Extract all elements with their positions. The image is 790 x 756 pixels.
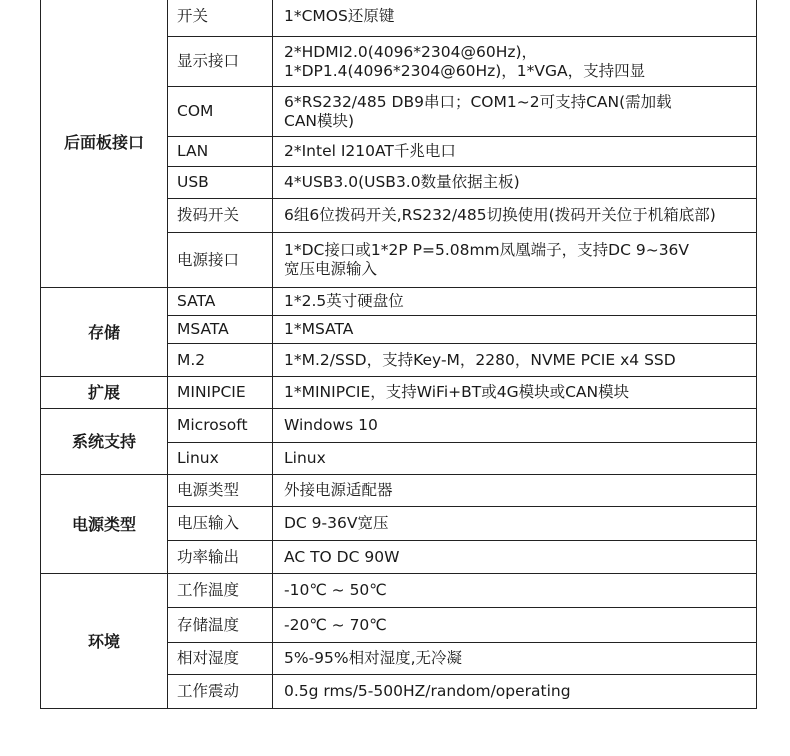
value-line: 1*CMOS还原键	[284, 7, 395, 25]
table-row	[41, 574, 757, 608]
item-value-cell	[273, 507, 757, 541]
item-label-cell: 电压输入	[168, 507, 273, 541]
value-line: 1*2.5英寸硬盘位	[284, 292, 404, 310]
item-label-cell: Linux	[168, 443, 273, 475]
category-cell: 存储	[41, 288, 168, 377]
value-line: 4*USB3.0(USB3.0数量依据主板)	[284, 173, 520, 191]
item-value-cell	[273, 541, 757, 574]
item-label-cell: MSATA	[168, 316, 273, 344]
value-line: 1*M.2/SSD，支持Key-M，2280，NVME PCIE x4 SSD	[284, 350, 676, 369]
value-line: 1*DC接口或1*2P P=5.08mm凤凰端子，支持DC 9~36V	[284, 241, 690, 259]
item-label-cell: M.2	[168, 344, 273, 377]
item-label-cell: 拨码开关	[168, 199, 273, 233]
value-line: Windows 10	[284, 416, 378, 434]
item-value-cell	[273, 344, 757, 377]
item-value-cell	[273, 475, 757, 507]
value-line: 5%-95%相对湿度,无冷凝	[284, 649, 463, 667]
item-label-cell: USB	[168, 167, 273, 199]
item-value-cell	[273, 643, 757, 675]
value-line: DC 9-36V宽压	[284, 514, 389, 532]
table-row	[41, 377, 757, 409]
item-value-cell	[273, 37, 757, 87]
item-value-cell	[273, 409, 757, 443]
value-line: 外接电源适配器	[284, 481, 393, 499]
item-value-cell	[273, 167, 757, 199]
table-row	[41, 475, 757, 507]
item-label-cell: 开关	[168, 0, 273, 37]
category-cell: 系统支持	[41, 409, 168, 475]
table-row	[41, 288, 757, 316]
category-cell: 环境	[41, 574, 168, 709]
item-label-cell: 电源接口	[168, 233, 273, 288]
item-label-cell: MINIPCIE	[168, 377, 273, 409]
item-label-cell: 存储温度	[168, 608, 273, 643]
value-line: 宽压电源输入	[284, 260, 378, 278]
item-value-cell	[273, 443, 757, 475]
value-line: CAN模块)	[284, 111, 355, 130]
value-line: -20℃ ~ 70℃	[284, 615, 387, 634]
item-label-cell: Microsoft	[168, 409, 273, 443]
value-line: 2*Intel I210AT千兆电口	[284, 142, 456, 160]
item-label-cell: 显示接口	[168, 37, 273, 87]
category-cell: 电源类型	[41, 475, 168, 574]
item-value-cell	[273, 574, 757, 608]
item-label-cell: COM	[168, 87, 273, 137]
table-row	[41, 0, 757, 37]
value-line: -10℃ ~ 50℃	[284, 581, 387, 599]
value-line: 2*HDMI2.0(4096*2304@60Hz)，	[284, 42, 538, 61]
value-line: 0.5g rms/5-500HZ/random/operating	[284, 682, 571, 700]
item-value-cell	[273, 137, 757, 167]
item-label-cell: 工作震动	[168, 675, 273, 709]
value-line: 6*RS232/485 DB9串口；COM1~2可支持CAN(需加载	[284, 92, 672, 111]
spec-table	[40, 0, 757, 709]
item-value-cell	[273, 0, 757, 37]
value-line: 1*DP1.4(4096*2304@60Hz)，1*VGA，支持四显	[284, 61, 646, 80]
item-value-cell	[273, 87, 757, 137]
table-row	[41, 409, 757, 443]
item-label-cell: 工作温度	[168, 574, 273, 608]
item-label-cell: 相对湿度	[168, 643, 273, 675]
value-line: 6组6位拨码开关,RS232/485切换使用(拨码开关位于机箱底部)	[284, 206, 716, 224]
item-value-cell	[273, 675, 757, 709]
category-cell: 后面板接口	[41, 0, 168, 288]
item-label-cell: LAN	[168, 137, 273, 167]
item-value-cell	[273, 608, 757, 643]
item-value-cell	[273, 377, 757, 409]
item-value-cell	[273, 233, 757, 288]
item-label-cell: 功率输出	[168, 541, 273, 574]
item-label-cell: 电源类型	[168, 475, 273, 507]
value-line: 1*MINIPCIE，支持WiFi+BT或4G模块或CAN模块	[284, 383, 630, 401]
item-value-cell	[273, 316, 757, 344]
value-line: AC TO DC 90W	[284, 547, 400, 566]
spec-table-body	[41, 0, 757, 709]
item-value-cell	[273, 288, 757, 316]
value-line: Linux	[284, 449, 326, 467]
item-value-cell	[273, 199, 757, 233]
value-line: 1*MSATA	[284, 320, 354, 338]
item-label-cell: SATA	[168, 288, 273, 316]
category-cell: 扩展	[41, 377, 168, 409]
